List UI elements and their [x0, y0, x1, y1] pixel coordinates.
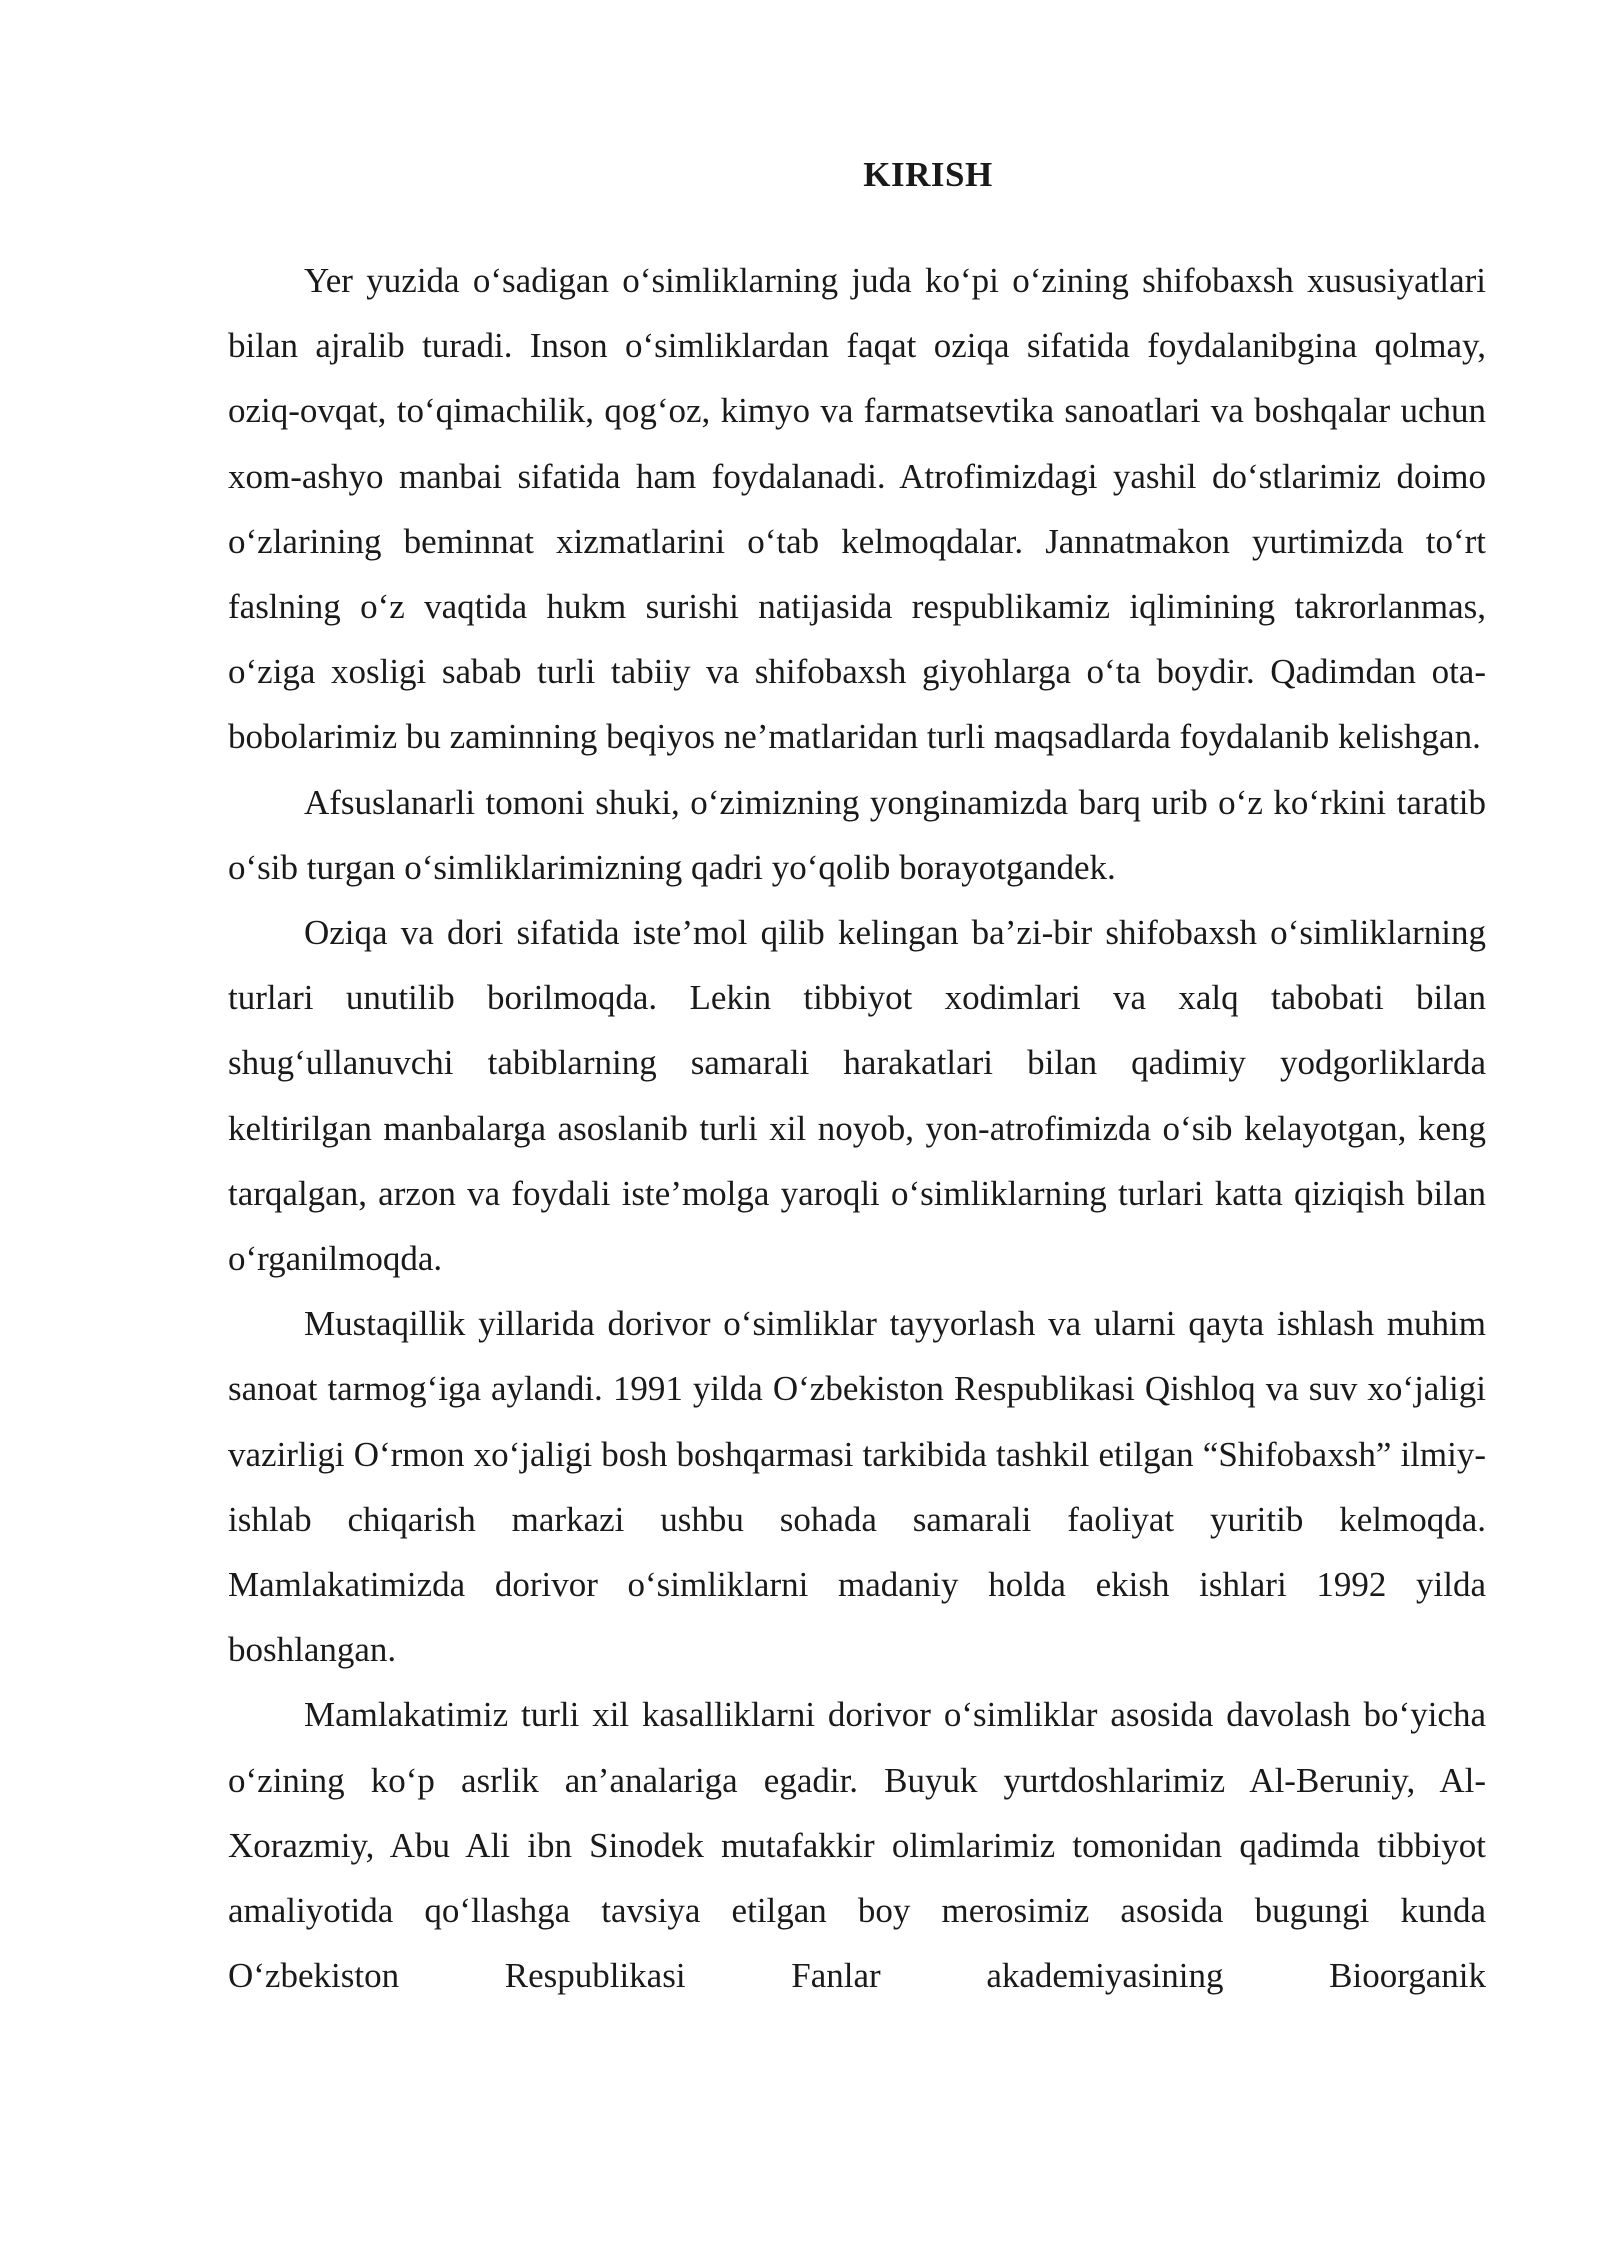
- page-title: KIRISH: [863, 155, 993, 194]
- paragraph-traditions: Mamlakatimiz turli xil kasalliklarni dorivor o‘simliklar asosida davolash bo‘yicha o‘zining ko‘p asrlik an’analariga egadir. Buyuk yurtdoshlarimiz Al-Beruniy, Al-Xorazmiy, Abu Ali ibn Sinodek mutafakkir olimlarimiz tomonidan qadimda tibbiyot amaliyotida qo‘llashga tavsiya etilgan boy merosimiz asosida bugungi kunda O‘zbekiston Respublikasi Fanlar akademiyasining Bioorganik: [228, 1695, 1486, 1996]
- paragraph-regret: Afsuslanarli tomoni shuki, o‘zimizning yonginamizda barq urib o‘z ko‘rkini taratib o‘sib turgan o‘simliklarimizning qadri yo‘qolib borayotgandek.: [228, 782, 1486, 887]
- paragraph-independence-years: Mustaqillik yillarida dorivor o‘simliklar tayyorlash va ularni qayta ishlash muhim sanoat tarmog‘iga aylandi. 1991 yilda O‘zbekiston Respublikasi Qishloq va suv xo‘jaligi vazirligi O‘rmon xo‘jaligi bosh boshqarmasi tarkibida tashkil etilgan “Shifobaxsh” ilmiy-ishlab chiqarish markazi ushbu sohada samarali faoliyat yuritib kelmoqda. Mamlakatimizda dorivor o‘simliklarni madaniy holda ekish ishlari 1992 yilda boshlangan.: [228, 1304, 1486, 1670]
- paragraph-intro: Yer yuzida o‘sadigan o‘simliklarning juda ko‘pi o‘zining shifobaxsh xususiyatlari bilan ajralib turadi. Inson o‘simliklardan faqat oziqa sifatida foydalanibgina qolmay, oziq-ovqat, to‘qimachilik, qog‘oz, kimyo va farmatsevtika sanoatlari va boshqalar uchun xom-ashyo manbai sifatida ham foydalanadi. Atrofimizdagi yashil do‘stlarimiz doimo o‘zlarining beminnat xizmatlarini o‘tab kelmoqdalar. Jannatmakon yurtimizda to‘rt faslning o‘z vaqtida hukm surishi natijasida respublikamiz iqlimining takrorlanmas, o‘ziga xosligi sabab turli tabiiy va shifobaxsh giyohlarga o‘ta boydir. Qadimdan ota-bobolarimiz bu zaminning beqiyos ne’matlaridan turli maqsadlarda foydalanib kelishgan.: [228, 261, 1486, 757]
- paragraph-forgotten-plants: Oziqa va dori sifatida iste’mol qilib kelingan ba’zi-bir shifobaxsh o‘simliklarning turlari unutilib borilmoqda. Lekin tibbiyot xodimlari va xalq tabobati bilan shug‘ullanuvchi tabiblarning samarali harakatlari bilan qadimiy yodgorliklarda keltirilgan manbalarga asoslanib turli xil noyob, yon-atrofimizda o‘sib kelayotgan, keng tarqalgan, arzon va foydali iste’molga yaroqli o‘simliklarning turlari katta qiziqish bilan o‘rganilmoqda.: [228, 913, 1486, 1279]
- page-content: [228, 148, 1486, 2008]
